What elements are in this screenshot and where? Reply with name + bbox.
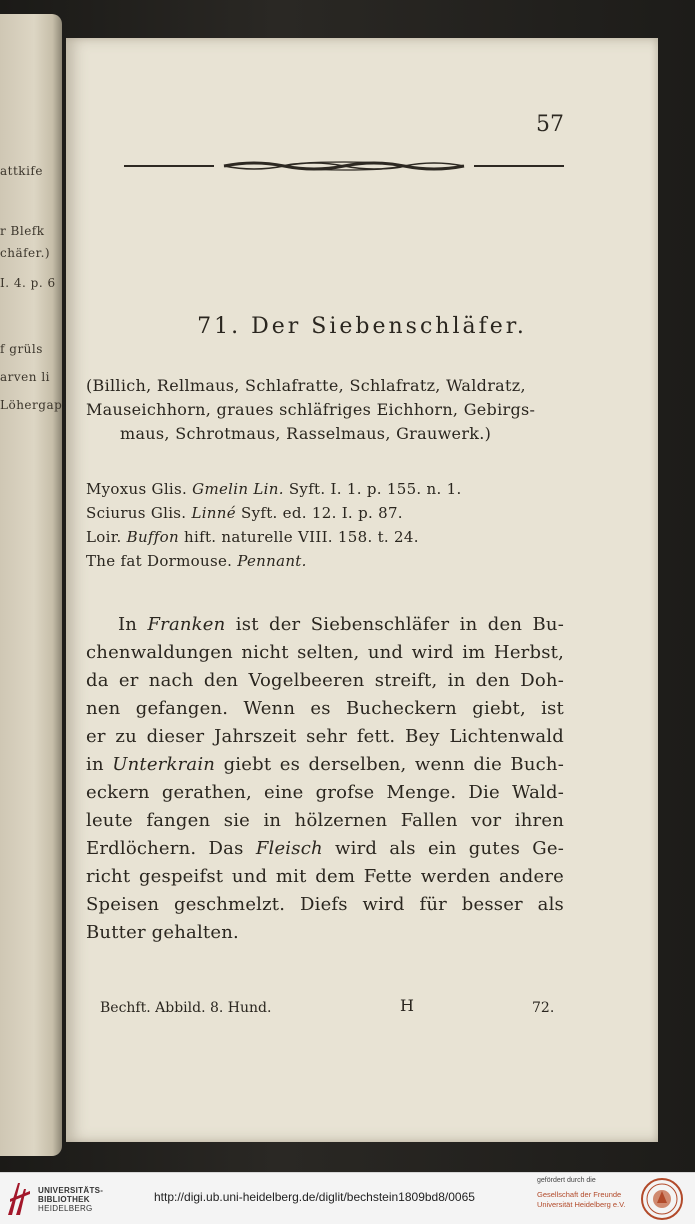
reference-detail: hift. naturelle VIII. 158. t. 24. — [184, 528, 419, 546]
reference-author: Gmelin Lin. — [192, 480, 284, 498]
signature-line-left: Bechft. Abbild. 8. Hund. — [100, 1000, 272, 1016]
body-text-line: In Franken ist der Siebenschläfer in den Bu- — [118, 614, 565, 635]
body-text-line: er zu dieser Jahrszeit sehr fett. Bey Lichtenwald — [86, 726, 564, 747]
reference-name: The fat Dormouse. — [86, 552, 233, 570]
ornament-rule — [124, 158, 564, 174]
reference-line — [86, 480, 462, 498]
book-page — [66, 38, 658, 1142]
permalink-url[interactable]: http://digi.ub.uni-heidelberg.de/diglit/bechstein1809bd8/0065 — [154, 1190, 475, 1204]
facing-page-fragment: f grüls — [0, 342, 43, 356]
body-text-line: leute fangen sie in hölzernen Fallen vor ihren — [86, 810, 564, 831]
body-text-line: in Unterkrain giebt es derselben, wenn die Buch- — [86, 754, 565, 775]
reference-name: Loir. — [86, 528, 122, 546]
catchword-number: 72. — [532, 1000, 555, 1016]
body-text-line: richt gespeifst und mit dem Fette werden andere — [86, 866, 564, 887]
body-text-line: Speisen geschmelzt. Diefs wird für besser als — [86, 894, 564, 915]
reference-detail: Syft. ed. 12. I. p. 87. — [241, 504, 403, 522]
body-text-line: Erdlöchern. Das Fleisch wird als ein gutes Ge- — [86, 838, 564, 859]
reference-line — [86, 528, 419, 546]
facing-page-fragment: attkife — [0, 164, 43, 178]
body-text-line: nen gefangen. Wenn es Bucheckern giebt, ist — [86, 698, 564, 719]
reference-author: Linné — [191, 504, 236, 522]
reference-author: Pennant. — [237, 552, 307, 570]
page-number: 57 — [536, 112, 564, 137]
facing-page-fragment: r Blefk — [0, 224, 45, 238]
body-text-line: da er nach den Vogelbeeren streift, in den Doh- — [86, 670, 564, 691]
reference-line — [86, 552, 307, 570]
synonym-line: Mauseichhorn, graues schläfriges Eichhorn, Gebirgs- — [86, 400, 536, 419]
facing-page-fragment: arven li — [0, 370, 50, 384]
reference-author: Buffon — [126, 528, 179, 546]
university-seal-icon — [640, 1177, 684, 1221]
reference-line — [86, 504, 403, 522]
facing-page-fragment: I. 4. p. 6 — [0, 276, 56, 290]
body-text-line: chenwaldungen nicht selten, und wird im Herbst, — [86, 642, 564, 663]
synonym-line: (Billich, Rellmaus, Schlafratte, Schlafratz, Waldratz, — [86, 376, 526, 395]
sponsor-name: Gesellschaft der Freunde Universität Heidelberg e.V. — [537, 1190, 626, 1209]
synonym-line: maus, Schrotmaus, Rasselmaus, Grauwerk.) — [120, 424, 492, 443]
reference-detail: Syft. I. 1. p. 155. n. 1. — [288, 480, 462, 498]
reference-name: Sciurus Glis. — [86, 504, 187, 522]
body-text-line: Butter gehalten. — [86, 922, 239, 943]
library-logo-icon[interactable] — [6, 1179, 32, 1217]
section-heading: 71. Der Siebenschläfer. — [197, 314, 527, 339]
viewer-footer-bar — [0, 1172, 695, 1224]
facing-page-fragment: chäfer.) — [0, 246, 51, 260]
reference-name: Myoxus Glis. — [86, 480, 188, 498]
signature-mark: H — [400, 996, 414, 1015]
facing-page-edge — [0, 14, 62, 1156]
library-name: UNIVERSITÄTS- BIBLIOTHEK HEIDELBERG — [38, 1186, 104, 1213]
facing-page-fragment: Löhergap — [0, 398, 62, 412]
body-text-line: eckern gerathen, eine grofse Menge. Die Wald- — [86, 782, 564, 803]
sponsor-label: gefördert durch die — [537, 1177, 596, 1184]
